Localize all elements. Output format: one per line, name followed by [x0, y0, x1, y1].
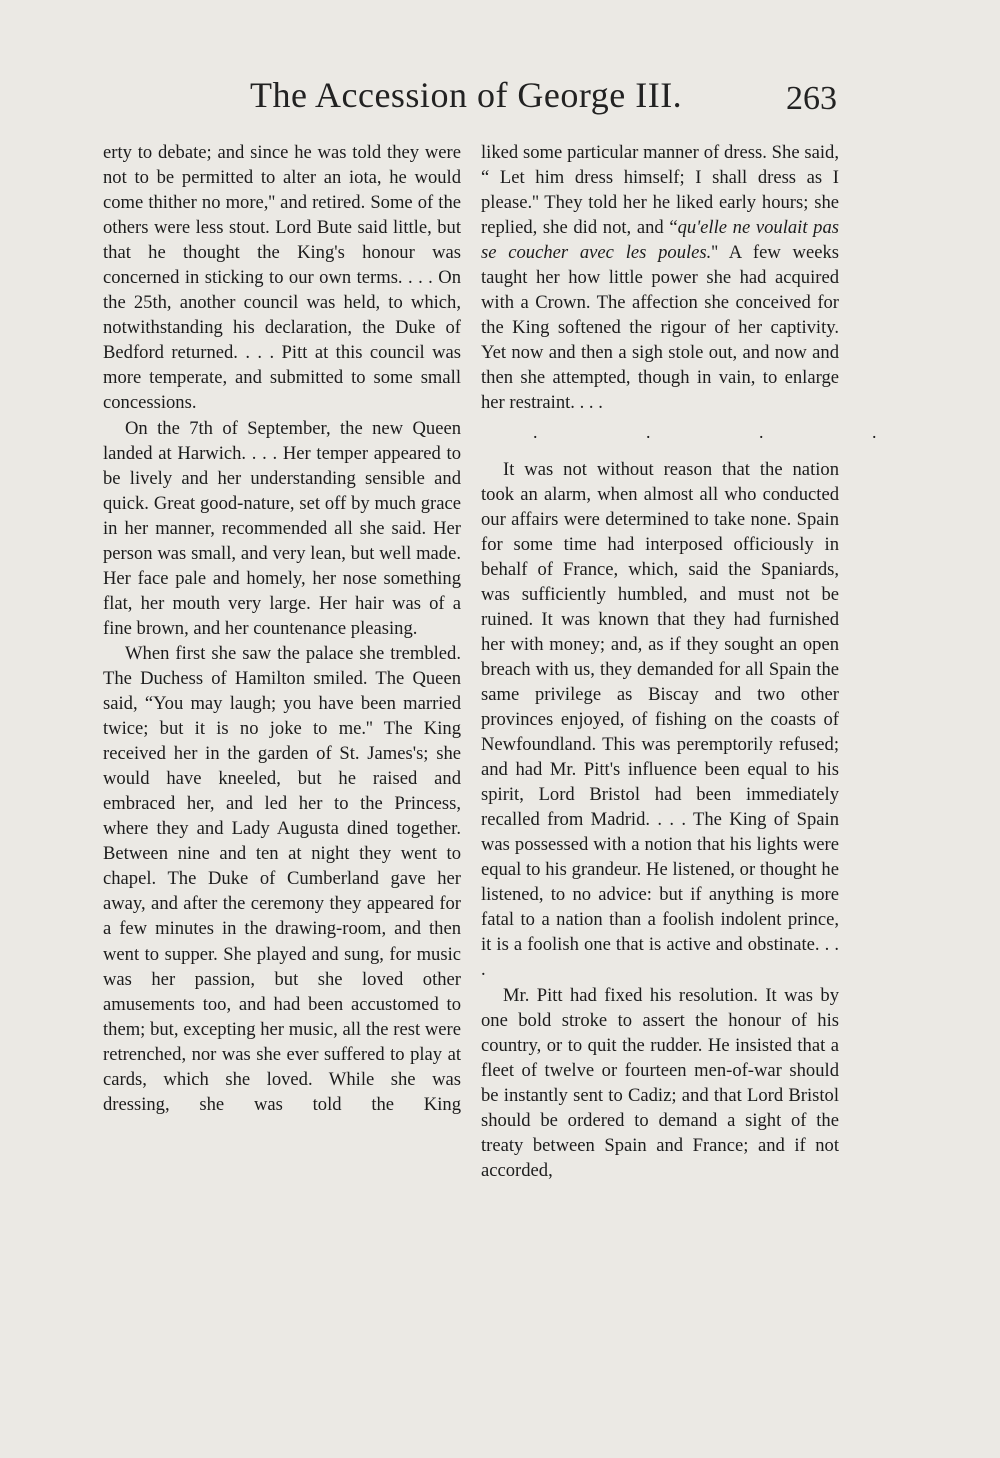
- paragraph-dress: [481, 140, 839, 416]
- dress-text-b: '' A few weeks taught her how little power she had acquired with a Crown. The affection she conceived for the King softened the rigour of her captivity. Yet now and then a sigh stole out, and now and then she attempted, though in vain, to enlarge her restraint. . . .: [481, 242, 839, 414]
- paragraph-continued: erty to debate; and since he was told they were not to be permitted to alter an iota, he would come thither no more,'' and retired. Some of the others were less stout. Lord Bute said little, but that he thought the King's honour was concerned in sticking to our own terms. . . . On the 25th, another council was held, to which, notwithstanding his declaration, the Duke of Bedford returned. . . . Pitt at this council was more temperate, and submitted to some small concessions.: [103, 142, 461, 414]
- page-header: [0, 74, 1000, 124]
- paragraph-palace: When first she saw the palace she trembled. The Duchess of Hamilton smiled. The Queen said, “You may laugh; you have been married twice; but it is no joke to me.'' The King received her in the garden of St. James's; she would have kneeled, but he raised and embraced her, and led her to the Princess, where they and Lady Augusta dined together. Between nine and ten at night they went to chapel. The Duke of Cumberland gave her away, and after the ceremony they appeared for a few minutes in the drawing-room, and then went to supper. She played and sung, for music was her passion, but she loved other amusements too, and had been accustomed to them; but, excepting her music, all the rest were retrenched, nor was she ever suffered to play at cards, which she loved. While she was dressing, she was told the King: [103, 642, 461, 1115]
- paragraph-alarm: It was not without reason that the nation took an alarm, when almost all who conducted our affairs were determined to take none. Spain for some time had interposed officiously in behalf of France, which, said the Spaniards, was sufficiently humbled, and must not be ruined. It was known that they had furnished her with money; and, as if they sought an open breach with us, they demanded for all Spain the same privilege as Biscay and two other provinces enjoyed, of fishing on the coasts of Newfoundland. This was peremptorily refused; and had Mr. Pitt's influence been equal to his spirit, Lord Bristol had been immediately recalled from Madrid. . . . The King of Spain was possessed with a notion that his lights were equal to his grandeur. He listened, or thought he listened, to no advice: but if anything is more fatal to a nation than a foolish indolent prince, it is a foolish one that is active and obstinate. . . .: [481, 458, 839, 981]
- left-column: [103, 140, 461, 1117]
- running-title: The Accession of George III.: [250, 75, 683, 115]
- paragraph-pitt-resolution: Mr. Pitt had fixed his resolution. It was by one bold stroke to assert the honour of his country, or to quit the rudder. He insisted that a fleet of twelve or fourteen men-of-war should be instantly sent to Cadiz; and that Lord Bristol should be ordered to demand a sight of the treaty between Spain and France; and if not accorded,: [481, 984, 839, 1181]
- dress-text-a: liked some particular manner of dress. She said, “ Let him dress himself; I shall dress as I please.'' They told her he liked early hours; she replied, she did not, and “: [481, 142, 839, 239]
- page-number: 263: [786, 80, 837, 117]
- paragraph-queen-landed: On the 7th of September, the new Queen landed at Harwich. . . . Her temper appeared to be lively and her understanding sensible and quick. Great good-nature, set off by much grace in her manner, recommended all she said. Her person was small, and very lean, but well made. Her face pale and homely, her nose something flat, her mouth very large. Her hair was of a fine brown, and her countenance pleasing.: [103, 417, 461, 639]
- right-column: [481, 140, 929, 1183]
- section-break-dots: . . . .: [533, 421, 929, 442]
- french-quote: qu'elle ne voulait pas se coucher avec les poules.: [481, 217, 840, 264]
